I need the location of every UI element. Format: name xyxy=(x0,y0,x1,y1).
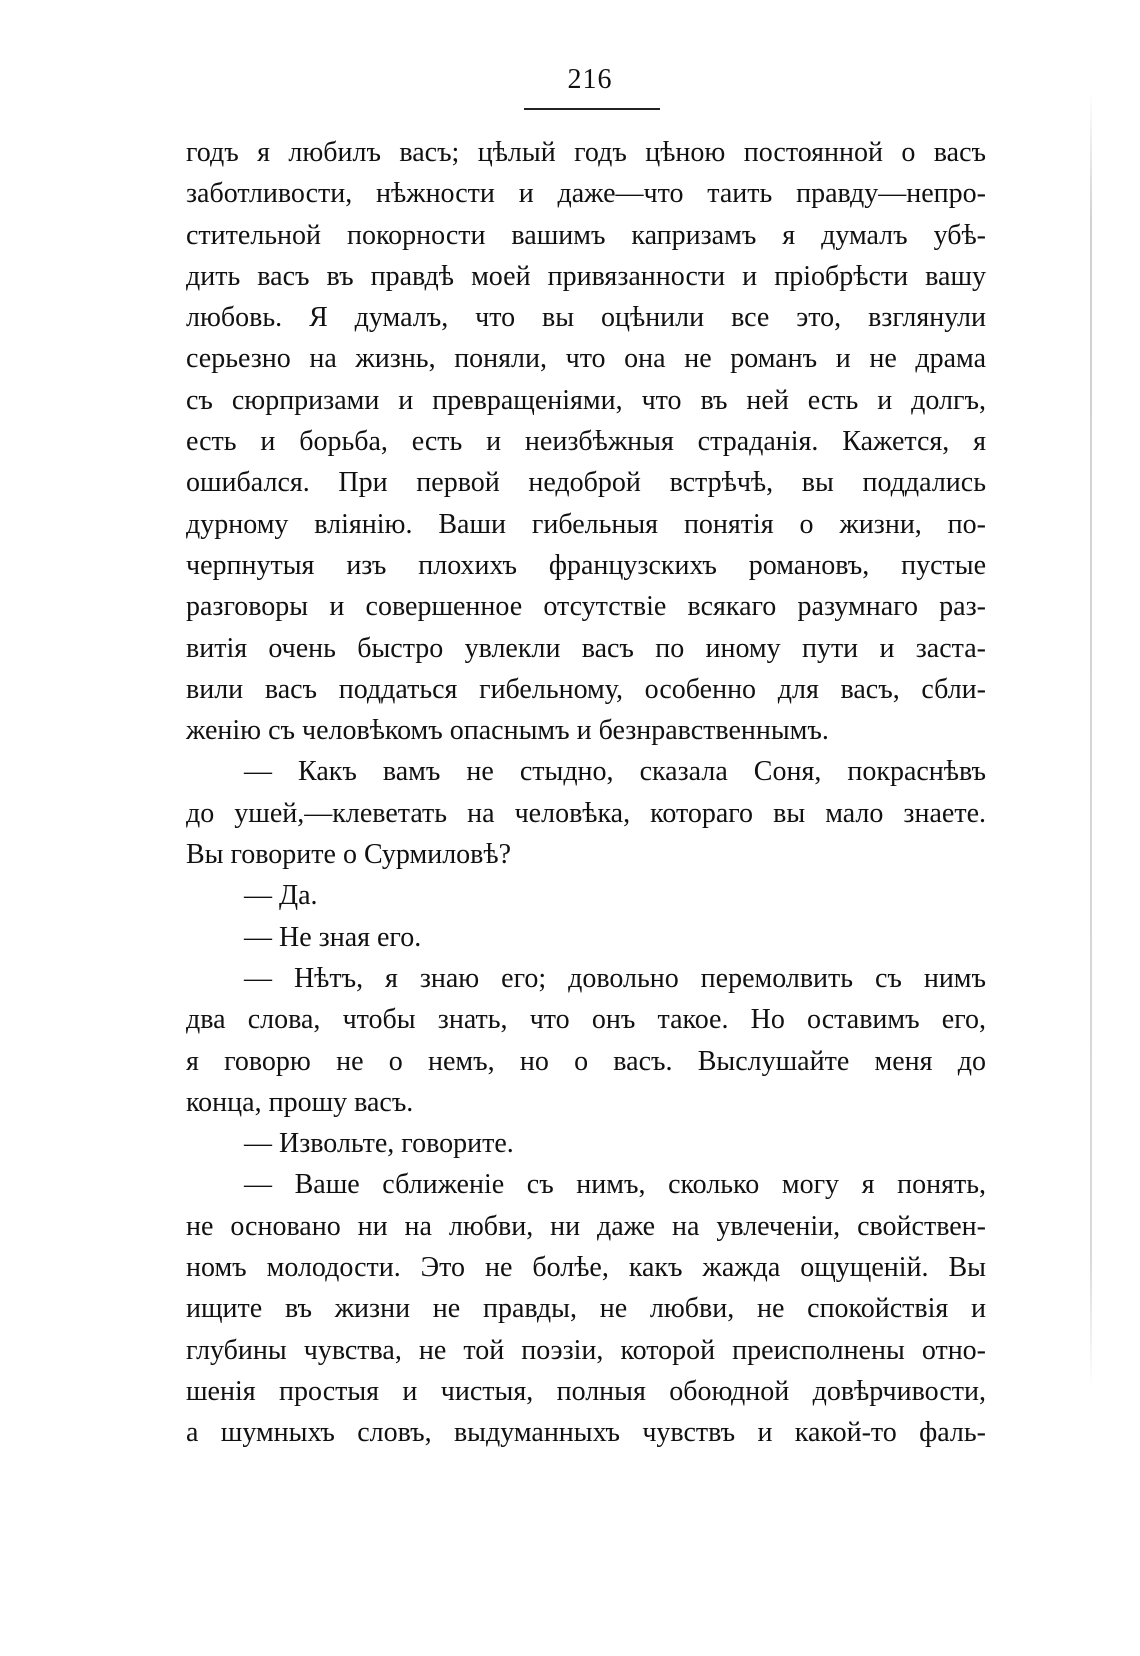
text-line: Вы говорите о Сурмиловѣ? xyxy=(186,839,512,871)
text-line: есть и борьба, есть и неизбѣжныя страданія. Кажется, я xyxy=(186,426,986,458)
text-line: вили васъ поддаться гибельному, особенно для васъ, сбли- xyxy=(186,673,986,705)
text-line: витія очень быстро увлекли васъ по иному пути и заста- xyxy=(186,632,986,664)
page-number: 216 xyxy=(567,64,613,95)
text-line: ошибался. При первой недоброй встрѣчѣ, вы поддались xyxy=(186,467,986,499)
text-line: съ сюрпризами и превращеніями, что въ ней есть и долгъ, xyxy=(186,384,986,416)
text-line: любовь. Я думалъ, что вы оцѣнили все это, взглянули xyxy=(186,302,986,334)
body-text xyxy=(186,132,986,1454)
text-line: дить васъ въ правдѣ моей привязанности и пріобрѣсти вашу xyxy=(186,260,986,292)
text-line: годъ я любилъ васъ; цѣлый годъ цѣною постоянной о васъ xyxy=(186,137,986,168)
text-line: стительной покорности вашимъ капризамъ я думалъ убѣ- xyxy=(186,219,986,251)
page-number-rule xyxy=(524,108,660,110)
text-line: глубины чувства, не той поэзіи, которой преисполнены отно- xyxy=(186,1334,986,1366)
text-line: шенія простыя и чистыя, полныя обоюдной довѣрчивости, xyxy=(186,1375,986,1407)
text-line: не основано ни на любви, ни даже на увлеченіи, свойствен- xyxy=(186,1210,986,1242)
dialogue-line: — Не зная его. xyxy=(244,921,422,953)
text-line: черпнутыя изъ плохихъ французскихъ романовъ, пустые xyxy=(186,549,986,581)
text-line: заботливости, нѣжности и даже—что таить правду—непро- xyxy=(186,178,986,210)
text-line: а шумныхъ словъ, выдуманныхъ чувствъ и какой-то фаль- xyxy=(186,1417,986,1449)
text-line: женію съ человѣкомъ опаснымъ и безнравственнымъ. xyxy=(186,715,829,747)
text-line: два слова, чтобы знать, что онъ такое. Но оставимъ его, xyxy=(186,1004,986,1036)
dialogue-line: — Нѣтъ, я знаю его; довольно перемолвить съ нимъ xyxy=(244,962,986,994)
text-line: ищите въ жизни не правды, не любви, не спокойствія и xyxy=(186,1293,986,1325)
text-line: разговоры и совершенное отсутствіе всякаго разумнаго раз- xyxy=(186,591,986,623)
text-line: я говорю не о немъ, но о васъ. Выслушайте меня до xyxy=(186,1045,986,1077)
dialogue-line: — Да. xyxy=(244,880,318,912)
text-line: дурному вліянію. Ваши гибельныя понятія о жизни, по- xyxy=(186,508,986,540)
text-line: конца, прошу васъ. xyxy=(186,1086,414,1118)
dialogue-line: — Ваше сближеніе съ нимъ, сколько могу я понять, xyxy=(244,1169,986,1201)
page-edge-shadow xyxy=(1090,90,1092,1390)
text-line: серьезно на жизнь, поняли, что она не романъ и не драма xyxy=(186,343,986,375)
dialogue-line: — Извольте, говорите. xyxy=(244,1128,514,1160)
text-line: номъ молодости. Это не болѣе, какъ жажда ощущеній. Вы xyxy=(186,1252,986,1284)
text-line: до ушей,—клеветать на человѣка, котораго вы мало знаете. xyxy=(186,797,986,829)
dialogue-line: — Какъ вамъ не стыдно, сказала Соня, покраснѣвъ xyxy=(244,756,986,788)
